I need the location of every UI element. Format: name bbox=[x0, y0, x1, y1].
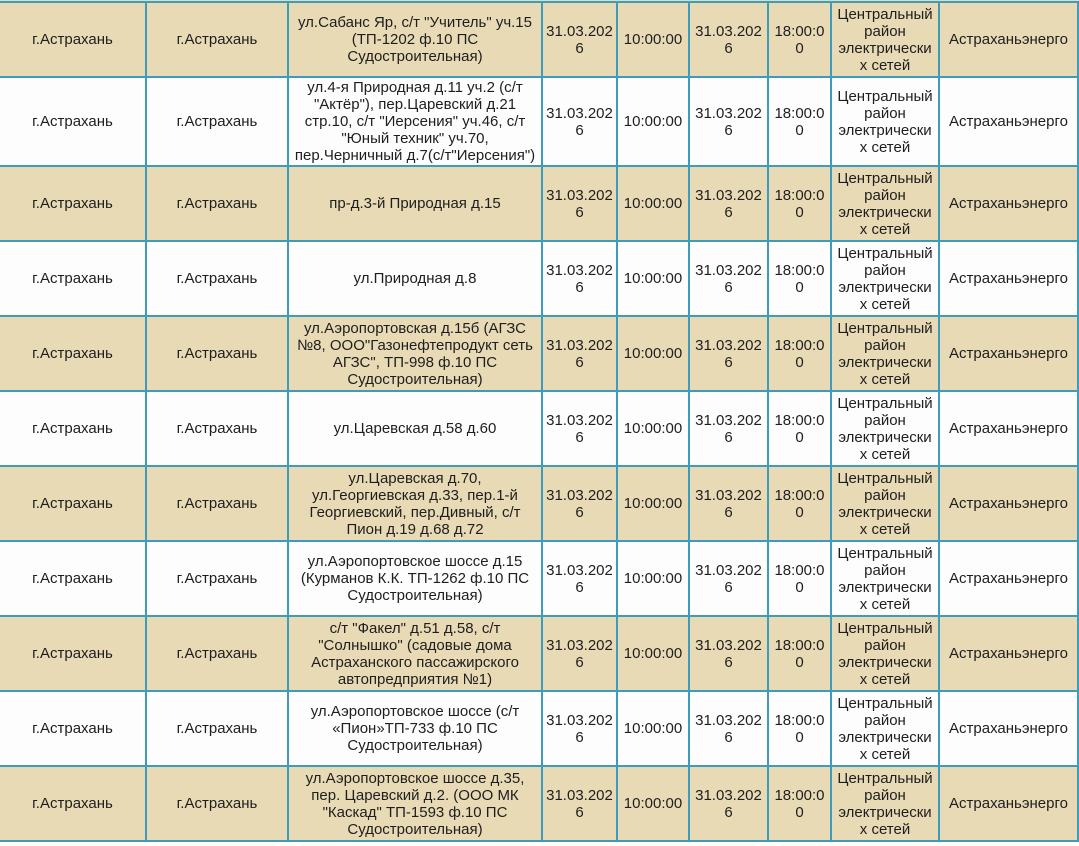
cell-network-branch: Центральный район электрических сетей bbox=[832, 242, 940, 317]
cell-start-time: 10:00:00 bbox=[618, 692, 690, 767]
cell-start-time: 10:00:00 bbox=[618, 3, 690, 78]
cell-network-branch: Центральный район электрических сетей bbox=[832, 392, 940, 467]
cell-start-time: 10:00:00 bbox=[618, 467, 690, 542]
cell-start-date: 31.03.2026 bbox=[543, 78, 618, 167]
cell-district: г.Астрахань bbox=[0, 467, 147, 542]
cell-settlement: г.Астрахань bbox=[147, 542, 289, 617]
cell-district: г.Астрахань bbox=[0, 392, 147, 467]
cell-start-time: 10:00:00 bbox=[618, 542, 690, 617]
cell-address: ул.4-я Природная д.11 уч.2 (с/т "Актёр"), пер.Царевский д.21 стр.10, с/т "Иерсения" уч.46, с/т "Юный техник" уч.70, пер.Черничный д.7(с/т"Иерсения") bbox=[289, 78, 543, 167]
table-row bbox=[0, 3, 1079, 78]
cell-network-branch: Центральный район электрических сетей bbox=[832, 3, 940, 78]
cell-start-time: 10:00:00 bbox=[618, 242, 690, 317]
table-row bbox=[0, 242, 1079, 317]
cell-company: Астраханьэнерго bbox=[940, 617, 1079, 692]
cell-start-date: 31.03.2026 bbox=[543, 167, 618, 242]
cell-address: ул.Аэропортовское шоссе д.15 (Курманов К.К. ТП-1262 ф.10 ПС Судостроительная) bbox=[289, 542, 543, 617]
table-row bbox=[0, 542, 1079, 617]
table-row bbox=[0, 392, 1079, 467]
cell-start-date: 31.03.2026 bbox=[543, 542, 618, 617]
cell-company: Астраханьэнерго bbox=[940, 692, 1079, 767]
cell-district: г.Астрахань bbox=[0, 242, 147, 317]
cell-start-time: 10:00:00 bbox=[618, 392, 690, 467]
table-row bbox=[0, 467, 1079, 542]
cell-district: г.Астрахань bbox=[0, 78, 147, 167]
table-row bbox=[0, 78, 1079, 167]
cell-end-time: 18:00:00 bbox=[769, 767, 832, 842]
cell-address: ул.Царевская д.58 д.60 bbox=[289, 392, 543, 467]
cell-end-time: 18:00:00 bbox=[769, 167, 832, 242]
cell-start-date: 31.03.2026 bbox=[543, 3, 618, 78]
cell-start-date: 31.03.2026 bbox=[543, 692, 618, 767]
cell-start-date: 31.03.2026 bbox=[543, 317, 618, 392]
cell-end-date: 31.03.2026 bbox=[690, 767, 769, 842]
cell-district: г.Астрахань bbox=[0, 692, 147, 767]
cell-end-time: 18:00:00 bbox=[769, 617, 832, 692]
cell-end-time: 18:00:00 bbox=[769, 542, 832, 617]
table-row bbox=[0, 692, 1079, 767]
cell-address: ул.Царевская д.70, ул.Георгиевская д.33, пер.1-й Георгиевский, пер.Дивный, с/т Пион д.19 д.68 д.72 bbox=[289, 467, 543, 542]
cell-start-date: 31.03.2026 bbox=[543, 617, 618, 692]
cell-network-branch: Центральный район электрических сетей bbox=[832, 78, 940, 167]
table-row bbox=[0, 617, 1079, 692]
power-outage-table bbox=[0, 1, 1079, 842]
cell-end-date: 31.03.2026 bbox=[690, 317, 769, 392]
cell-settlement: г.Астрахань bbox=[147, 767, 289, 842]
cell-company: Астраханьэнерго bbox=[940, 767, 1079, 842]
cell-district: г.Астрахань bbox=[0, 3, 147, 78]
cell-end-date: 31.03.2026 bbox=[690, 242, 769, 317]
cell-company: Астраханьэнерго bbox=[940, 392, 1079, 467]
cell-start-date: 31.03.2026 bbox=[543, 767, 618, 842]
cell-address: с/т "Факел" д.51 д.58, с/т "Солнышко" (садовые дома Астраханского пассажирского автопредприятия №1) bbox=[289, 617, 543, 692]
cell-end-date: 31.03.2026 bbox=[690, 392, 769, 467]
cell-company: Астраханьэнерго bbox=[940, 467, 1079, 542]
cell-company: Астраханьэнерго bbox=[940, 78, 1079, 167]
cell-district: г.Астрахань bbox=[0, 617, 147, 692]
cell-end-time: 18:00:00 bbox=[769, 78, 832, 167]
cell-district: г.Астрахань bbox=[0, 167, 147, 242]
cell-end-date: 31.03.2026 bbox=[690, 467, 769, 542]
cell-district: г.Астрахань bbox=[0, 767, 147, 842]
cell-settlement: г.Астрахань bbox=[147, 692, 289, 767]
cell-network-branch: Центральный район электрических сетей bbox=[832, 317, 940, 392]
cell-company: Астраханьэнерго bbox=[940, 3, 1079, 78]
cell-address: ул.Природная д.8 bbox=[289, 242, 543, 317]
cell-start-date: 31.03.2026 bbox=[543, 242, 618, 317]
cell-company: Астраханьэнерго bbox=[940, 542, 1079, 617]
cell-end-time: 18:00:00 bbox=[769, 3, 832, 78]
cell-network-branch: Центральный район электрических сетей bbox=[832, 692, 940, 767]
cell-end-time: 18:00:00 bbox=[769, 392, 832, 467]
cell-network-branch: Центральный район электрических сетей bbox=[832, 167, 940, 242]
cell-end-date: 31.03.2026 bbox=[690, 692, 769, 767]
table-row bbox=[0, 167, 1079, 242]
cell-address: ул.Сабанс Яр, с/т "Учитель" уч.15 (ТП-1202 ф.10 ПС Судостроительная) bbox=[289, 3, 543, 78]
cell-address: ул.Аэропортовское шоссе (с/т «Пион»ТП-733 ф.10 ПС Судостроительная) bbox=[289, 692, 543, 767]
cell-end-time: 18:00:00 bbox=[769, 242, 832, 317]
cell-district: г.Астрахань bbox=[0, 317, 147, 392]
cell-network-branch: Центральный район электрических сетей bbox=[832, 467, 940, 542]
cell-settlement: г.Астрахань bbox=[147, 617, 289, 692]
cell-end-date: 31.03.2026 bbox=[690, 78, 769, 167]
cell-company: Астраханьэнерго bbox=[940, 317, 1079, 392]
cell-start-time: 10:00:00 bbox=[618, 317, 690, 392]
cell-end-time: 18:00:00 bbox=[769, 467, 832, 542]
cell-settlement: г.Астрахань bbox=[147, 317, 289, 392]
cell-start-date: 31.03.2026 bbox=[543, 392, 618, 467]
cell-end-date: 31.03.2026 bbox=[690, 617, 769, 692]
cell-address: ул.Аэропортовская д.15б (АГЗС №8, ООО"Газонефтепродукт сеть АГЗС", ТП-998 ф.10 ПС Судостроительная) bbox=[289, 317, 543, 392]
cell-end-date: 31.03.2026 bbox=[690, 3, 769, 78]
cell-start-time: 10:00:00 bbox=[618, 78, 690, 167]
cell-start-time: 10:00:00 bbox=[618, 167, 690, 242]
cell-network-branch: Центральный район электрических сетей bbox=[832, 767, 940, 842]
cell-settlement: г.Астрахань bbox=[147, 392, 289, 467]
table-row bbox=[0, 767, 1079, 842]
cell-settlement: г.Астрахань bbox=[147, 242, 289, 317]
cell-settlement: г.Астрахань bbox=[147, 167, 289, 242]
cell-settlement: г.Астрахань bbox=[147, 467, 289, 542]
cell-network-branch: Центральный район электрических сетей bbox=[832, 617, 940, 692]
cell-address: пр-д.3-й Природная д.15 bbox=[289, 167, 543, 242]
cell-network-branch: Центральный район электрических сетей bbox=[832, 542, 940, 617]
cell-company: Астраханьэнерго bbox=[940, 167, 1079, 242]
cell-end-date: 31.03.2026 bbox=[690, 542, 769, 617]
cell-end-date: 31.03.2026 bbox=[690, 167, 769, 242]
cell-start-time: 10:00:00 bbox=[618, 617, 690, 692]
cell-district: г.Астрахань bbox=[0, 542, 147, 617]
table-row bbox=[0, 317, 1079, 392]
cell-start-time: 10:00:00 bbox=[618, 767, 690, 842]
cell-address: ул.Аэропортовское шоссе д.35, пер. Царевский д.2. (ООО МК "Каскад" ТП-1593 ф.10 ПС Судостроительная) bbox=[289, 767, 543, 842]
cell-start-date: 31.03.2026 bbox=[543, 467, 618, 542]
cell-end-time: 18:00:00 bbox=[769, 692, 832, 767]
cell-settlement: г.Астрахань bbox=[147, 78, 289, 167]
cell-company: Астраханьэнерго bbox=[940, 242, 1079, 317]
cell-settlement: г.Астрахань bbox=[147, 3, 289, 78]
cell-end-time: 18:00:00 bbox=[769, 317, 832, 392]
